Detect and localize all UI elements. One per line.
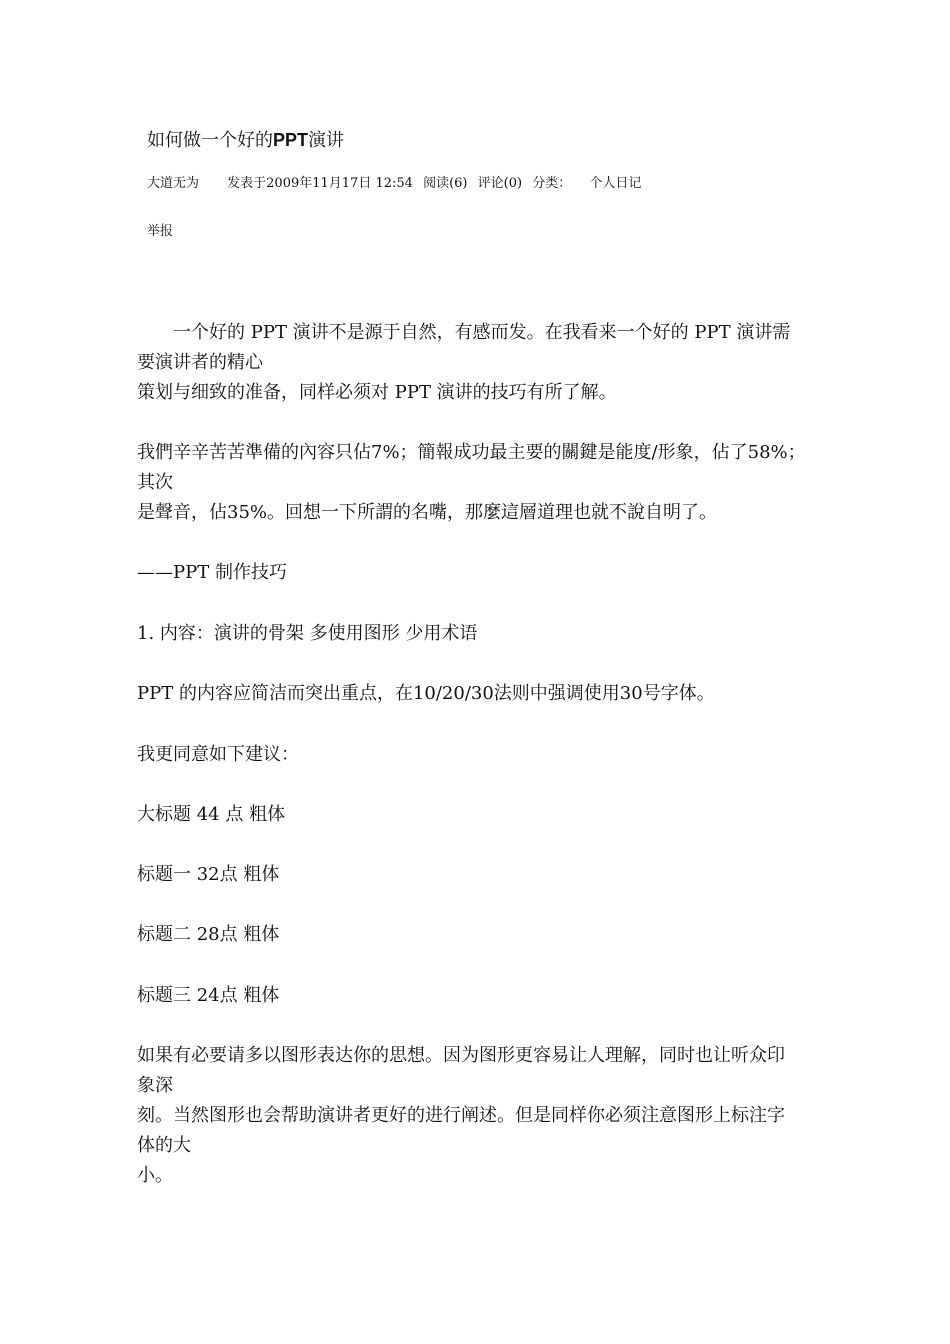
post-title — [147, 127, 344, 154]
category-label: 分类： — [532, 176, 572, 191]
font-size-heading-3: 标题三 24点 粗体 — [137, 985, 280, 1006]
content-heading: 1. 内容：演讲的骨架 多使用图形 少用术语 — [137, 623, 478, 644]
read-count: 阅读(6) — [423, 176, 468, 191]
text-line: 小。 — [137, 1165, 173, 1186]
font-size-main-title: 大标题 44 点 粗体 — [137, 804, 286, 825]
font-size-heading-1: 标题一 32点 粗体 — [137, 864, 280, 885]
paragraph-stats — [137, 438, 837, 528]
post-meta — [147, 174, 641, 194]
text-line: 刻。当然图形也会帮助演讲者更好的进行阐述。但是同样你必须注意图形上标注字 — [137, 1105, 785, 1126]
paragraph-suggestion: 我更同意如下建议： — [137, 744, 299, 765]
comment-count[interactable]: 评论(0) — [477, 176, 523, 191]
paragraph-font-rule: PPT 的内容应简洁而突出重点，在10/20/30法则中强调使用30号字体。 — [137, 683, 715, 704]
section-heading: ——PPT 制作技巧 — [137, 562, 287, 583]
title-prefix: 如何做一个好的 — [147, 130, 273, 151]
title-suffix: 演讲 — [308, 130, 345, 151]
text-line: 是聲音，佔35%。回想一下所謂的名嘴，那麼這層道理也就不說自明了。 — [137, 502, 718, 523]
author-link[interactable]: 大道无为 — [147, 176, 200, 191]
text-line: 我們辛辛苦苦準備的內容只佔7%；簡報成功最主要的關鍵是能度/形象，佔了58%； — [137, 442, 806, 463]
text-line: 要演讲者的精心 — [137, 352, 263, 373]
text-line: 策划与细致的准备，同样必须对 PPT 演讲的技巧有所了解。 — [137, 382, 617, 403]
publish-date: 发表于2009年11月17日 12:54 — [227, 176, 413, 191]
category-link[interactable]: 个人日记 — [589, 176, 642, 191]
font-size-heading-2: 标题二 28点 粗体 — [137, 924, 280, 945]
paragraph-intro — [137, 318, 837, 408]
text-line: 一个好的 PPT 演讲不是源于自然，有感而发。在我看来一个好的 PPT 演讲需 — [173, 322, 791, 343]
text-line: 体的大 — [137, 1135, 191, 1156]
text-line: 其次 — [137, 472, 173, 493]
report-link[interactable]: 举报 — [147, 224, 174, 239]
paragraph-graphics — [137, 1041, 837, 1191]
title-latin: PPT — [273, 130, 309, 150]
text-line: 如果有必要请多以图形表达你的思想。因为图形更容易让人理解，同时也让听众印 — [137, 1045, 785, 1066]
text-line: 象深 — [137, 1075, 173, 1096]
